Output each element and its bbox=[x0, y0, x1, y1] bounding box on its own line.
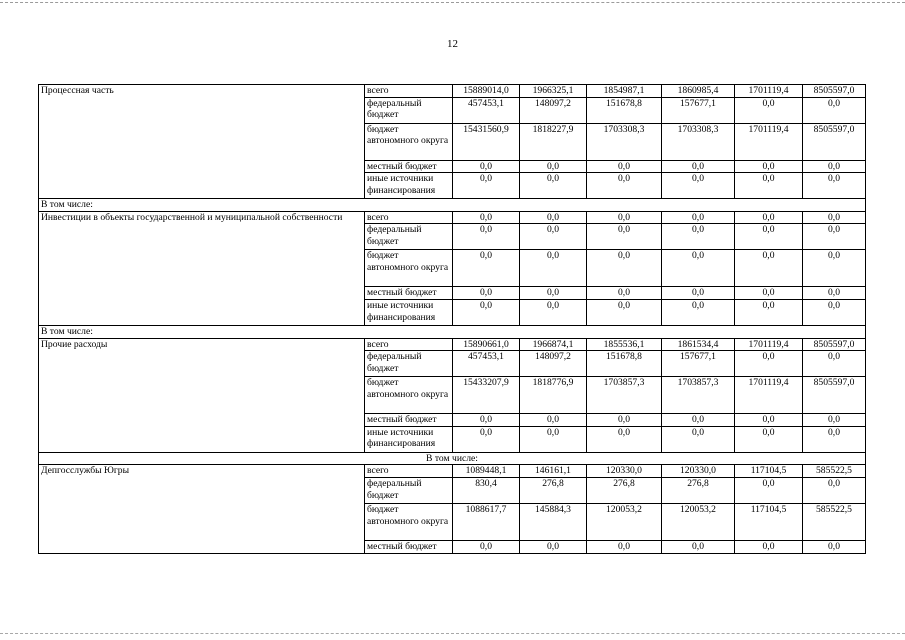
value-cell: 0,0 bbox=[587, 287, 662, 300]
value-cell: 0,0 bbox=[453, 173, 520, 199]
value-cell: 0,0 bbox=[803, 211, 866, 224]
funding-source: местный бюджет bbox=[365, 160, 453, 173]
value-cell: 0,0 bbox=[662, 224, 735, 250]
value-cell: 0,0 bbox=[662, 250, 735, 287]
value-cell: 0,0 bbox=[453, 224, 520, 250]
value-cell: 0,0 bbox=[662, 414, 735, 427]
value-cell: 120053,2 bbox=[662, 503, 735, 540]
value-cell: 1089448,1 bbox=[453, 465, 520, 478]
budget-table bbox=[38, 84, 866, 554]
value-cell: 1818227,9 bbox=[520, 123, 587, 160]
value-cell: 0,0 bbox=[803, 160, 866, 173]
value-cell: 145884,3 bbox=[520, 503, 587, 540]
value-cell: 0,0 bbox=[735, 414, 803, 427]
table-row bbox=[39, 465, 866, 478]
value-cell: 0,0 bbox=[520, 426, 587, 452]
value-cell: 0,0 bbox=[662, 540, 735, 553]
value-cell: 276,8 bbox=[662, 477, 735, 503]
value-cell: 0,0 bbox=[803, 250, 866, 287]
value-cell: 0,0 bbox=[520, 160, 587, 173]
value-cell: 1701119,4 bbox=[735, 377, 803, 414]
value-cell: 0,0 bbox=[587, 299, 662, 325]
value-cell: 0,0 bbox=[520, 224, 587, 250]
funding-source: бюджет автономного округа bbox=[365, 503, 453, 540]
funding-source: всего bbox=[365, 211, 453, 224]
value-cell: 0,0 bbox=[735, 224, 803, 250]
section-note: В том числе: bbox=[39, 199, 866, 212]
value-cell: 0,0 bbox=[803, 540, 866, 553]
value-cell: 0,0 bbox=[803, 477, 866, 503]
value-cell: 0,0 bbox=[453, 414, 520, 427]
value-cell: 0,0 bbox=[453, 540, 520, 553]
value-cell: 0,0 bbox=[735, 477, 803, 503]
value-cell: 146161,1 bbox=[520, 465, 587, 478]
value-cell: 0,0 bbox=[735, 299, 803, 325]
value-cell: 1860985,4 bbox=[662, 85, 735, 98]
section-title: Депгосслужбы Югры bbox=[39, 465, 365, 553]
value-cell: 0,0 bbox=[453, 426, 520, 452]
funding-source: иные источники финансирования bbox=[365, 426, 453, 452]
value-cell: 0,0 bbox=[803, 299, 866, 325]
value-cell: 0,0 bbox=[735, 287, 803, 300]
value-cell: 0,0 bbox=[587, 224, 662, 250]
value-cell: 148097,2 bbox=[520, 351, 587, 377]
value-cell: 148097,2 bbox=[520, 97, 587, 123]
table-row bbox=[39, 338, 866, 351]
value-cell: 0,0 bbox=[803, 287, 866, 300]
funding-source: федеральный бюджет bbox=[365, 224, 453, 250]
value-cell: 1703857,3 bbox=[587, 377, 662, 414]
value-cell: 1703857,3 bbox=[662, 377, 735, 414]
page-number: 12 bbox=[447, 38, 458, 50]
value-cell: 8505597,0 bbox=[803, 377, 866, 414]
value-cell: 151678,8 bbox=[587, 351, 662, 377]
value-cell: 0,0 bbox=[587, 211, 662, 224]
funding-source: бюджет автономного округа bbox=[365, 123, 453, 160]
scan-edge-top bbox=[0, 2, 905, 3]
value-cell: 0,0 bbox=[735, 97, 803, 123]
value-cell: 157677,1 bbox=[662, 97, 735, 123]
value-cell: 0,0 bbox=[662, 173, 735, 199]
value-cell: 0,0 bbox=[453, 299, 520, 325]
value-cell: 0,0 bbox=[453, 287, 520, 300]
section-title: Инвестиции в объекты государственной и муниципальной собственности bbox=[39, 211, 365, 325]
value-cell: 8505597,0 bbox=[803, 85, 866, 98]
value-cell: 0,0 bbox=[662, 160, 735, 173]
table-row bbox=[39, 211, 866, 224]
value-cell: 1855536,1 bbox=[587, 338, 662, 351]
value-cell: 15433207,9 bbox=[453, 377, 520, 414]
value-cell: 1861534,4 bbox=[662, 338, 735, 351]
section-title: Прочие расходы bbox=[39, 338, 365, 452]
value-cell: 0,0 bbox=[453, 250, 520, 287]
scan-edge-bottom bbox=[0, 633, 905, 634]
value-cell: 1701119,4 bbox=[735, 123, 803, 160]
table-row bbox=[39, 325, 866, 338]
value-cell: 0,0 bbox=[587, 540, 662, 553]
value-cell: 585522,5 bbox=[803, 503, 866, 540]
value-cell: 457453,1 bbox=[453, 351, 520, 377]
value-cell: 0,0 bbox=[803, 426, 866, 452]
value-cell: 1854987,1 bbox=[587, 85, 662, 98]
value-cell: 1088617,7 bbox=[453, 503, 520, 540]
value-cell: 1966874,1 bbox=[520, 338, 587, 351]
value-cell: 0,0 bbox=[735, 173, 803, 199]
value-cell: 15890661,0 bbox=[453, 338, 520, 351]
funding-source: всего bbox=[365, 338, 453, 351]
value-cell: 0,0 bbox=[520, 173, 587, 199]
funding-source: федеральный бюджет bbox=[365, 351, 453, 377]
value-cell: 0,0 bbox=[587, 426, 662, 452]
funding-source: бюджет автономного округа bbox=[365, 250, 453, 287]
table-row bbox=[39, 199, 866, 212]
value-cell: 157677,1 bbox=[662, 351, 735, 377]
section-title: Процессная часть bbox=[39, 85, 365, 199]
value-cell: 15889014,0 bbox=[453, 85, 520, 98]
value-cell: 0,0 bbox=[662, 287, 735, 300]
value-cell: 120053,2 bbox=[587, 503, 662, 540]
value-cell: 0,0 bbox=[520, 250, 587, 287]
value-cell: 117104,5 bbox=[735, 465, 803, 478]
table-row bbox=[39, 452, 866, 465]
value-cell: 0,0 bbox=[803, 97, 866, 123]
value-cell: 457453,1 bbox=[453, 97, 520, 123]
value-cell: 15431560,9 bbox=[453, 123, 520, 160]
funding-source: иные источники финансирования bbox=[365, 173, 453, 199]
value-cell: 0,0 bbox=[520, 540, 587, 553]
value-cell: 0,0 bbox=[453, 160, 520, 173]
value-cell: 0,0 bbox=[587, 160, 662, 173]
value-cell: 276,8 bbox=[587, 477, 662, 503]
value-cell: 0,0 bbox=[662, 299, 735, 325]
value-cell: 0,0 bbox=[520, 287, 587, 300]
value-cell: 1966325,1 bbox=[520, 85, 587, 98]
value-cell: 0,0 bbox=[520, 414, 587, 427]
value-cell: 0,0 bbox=[803, 224, 866, 250]
value-cell: 0,0 bbox=[662, 426, 735, 452]
funding-source: всего bbox=[365, 465, 453, 478]
value-cell: 830,4 bbox=[453, 477, 520, 503]
funding-source: местный бюджет bbox=[365, 540, 453, 553]
funding-source: федеральный бюджет bbox=[365, 97, 453, 123]
funding-source: бюджет автономного округа bbox=[365, 377, 453, 414]
value-cell: 1701119,4 bbox=[735, 85, 803, 98]
table-row bbox=[39, 85, 866, 98]
value-cell: 0,0 bbox=[735, 351, 803, 377]
value-cell: 1703308,3 bbox=[662, 123, 735, 160]
value-cell: 276,8 bbox=[520, 477, 587, 503]
value-cell: 151678,8 bbox=[587, 97, 662, 123]
value-cell: 1818776,9 bbox=[520, 377, 587, 414]
value-cell: 8505597,0 bbox=[803, 123, 866, 160]
value-cell: 120330,0 bbox=[587, 465, 662, 478]
value-cell: 1703308,3 bbox=[587, 123, 662, 160]
value-cell: 0,0 bbox=[803, 414, 866, 427]
funding-source: всего bbox=[365, 85, 453, 98]
value-cell: 1701119,4 bbox=[735, 338, 803, 351]
value-cell: 0,0 bbox=[735, 540, 803, 553]
value-cell: 0,0 bbox=[735, 160, 803, 173]
value-cell: 0,0 bbox=[520, 299, 587, 325]
value-cell: 0,0 bbox=[587, 250, 662, 287]
value-cell: 0,0 bbox=[803, 351, 866, 377]
value-cell: 585522,5 bbox=[803, 465, 866, 478]
value-cell: 0,0 bbox=[735, 211, 803, 224]
value-cell: 0,0 bbox=[662, 211, 735, 224]
value-cell: 8505597,0 bbox=[803, 338, 866, 351]
funding-source: федеральный бюджет bbox=[365, 477, 453, 503]
funding-source: иные источники финансирования bbox=[365, 299, 453, 325]
value-cell: 117104,5 bbox=[735, 503, 803, 540]
value-cell: 0,0 bbox=[587, 173, 662, 199]
funding-source: местный бюджет bbox=[365, 287, 453, 300]
section-note: В том числе: bbox=[39, 325, 866, 338]
value-cell: 120330,0 bbox=[662, 465, 735, 478]
value-cell: 0,0 bbox=[735, 250, 803, 287]
value-cell: 0,0 bbox=[587, 414, 662, 427]
value-cell: 0,0 bbox=[520, 211, 587, 224]
value-cell: 0,0 bbox=[735, 426, 803, 452]
funding-source: местный бюджет bbox=[365, 414, 453, 427]
value-cell: 0,0 bbox=[453, 211, 520, 224]
section-note: В том числе: bbox=[39, 452, 866, 465]
value-cell: 0,0 bbox=[803, 173, 866, 199]
